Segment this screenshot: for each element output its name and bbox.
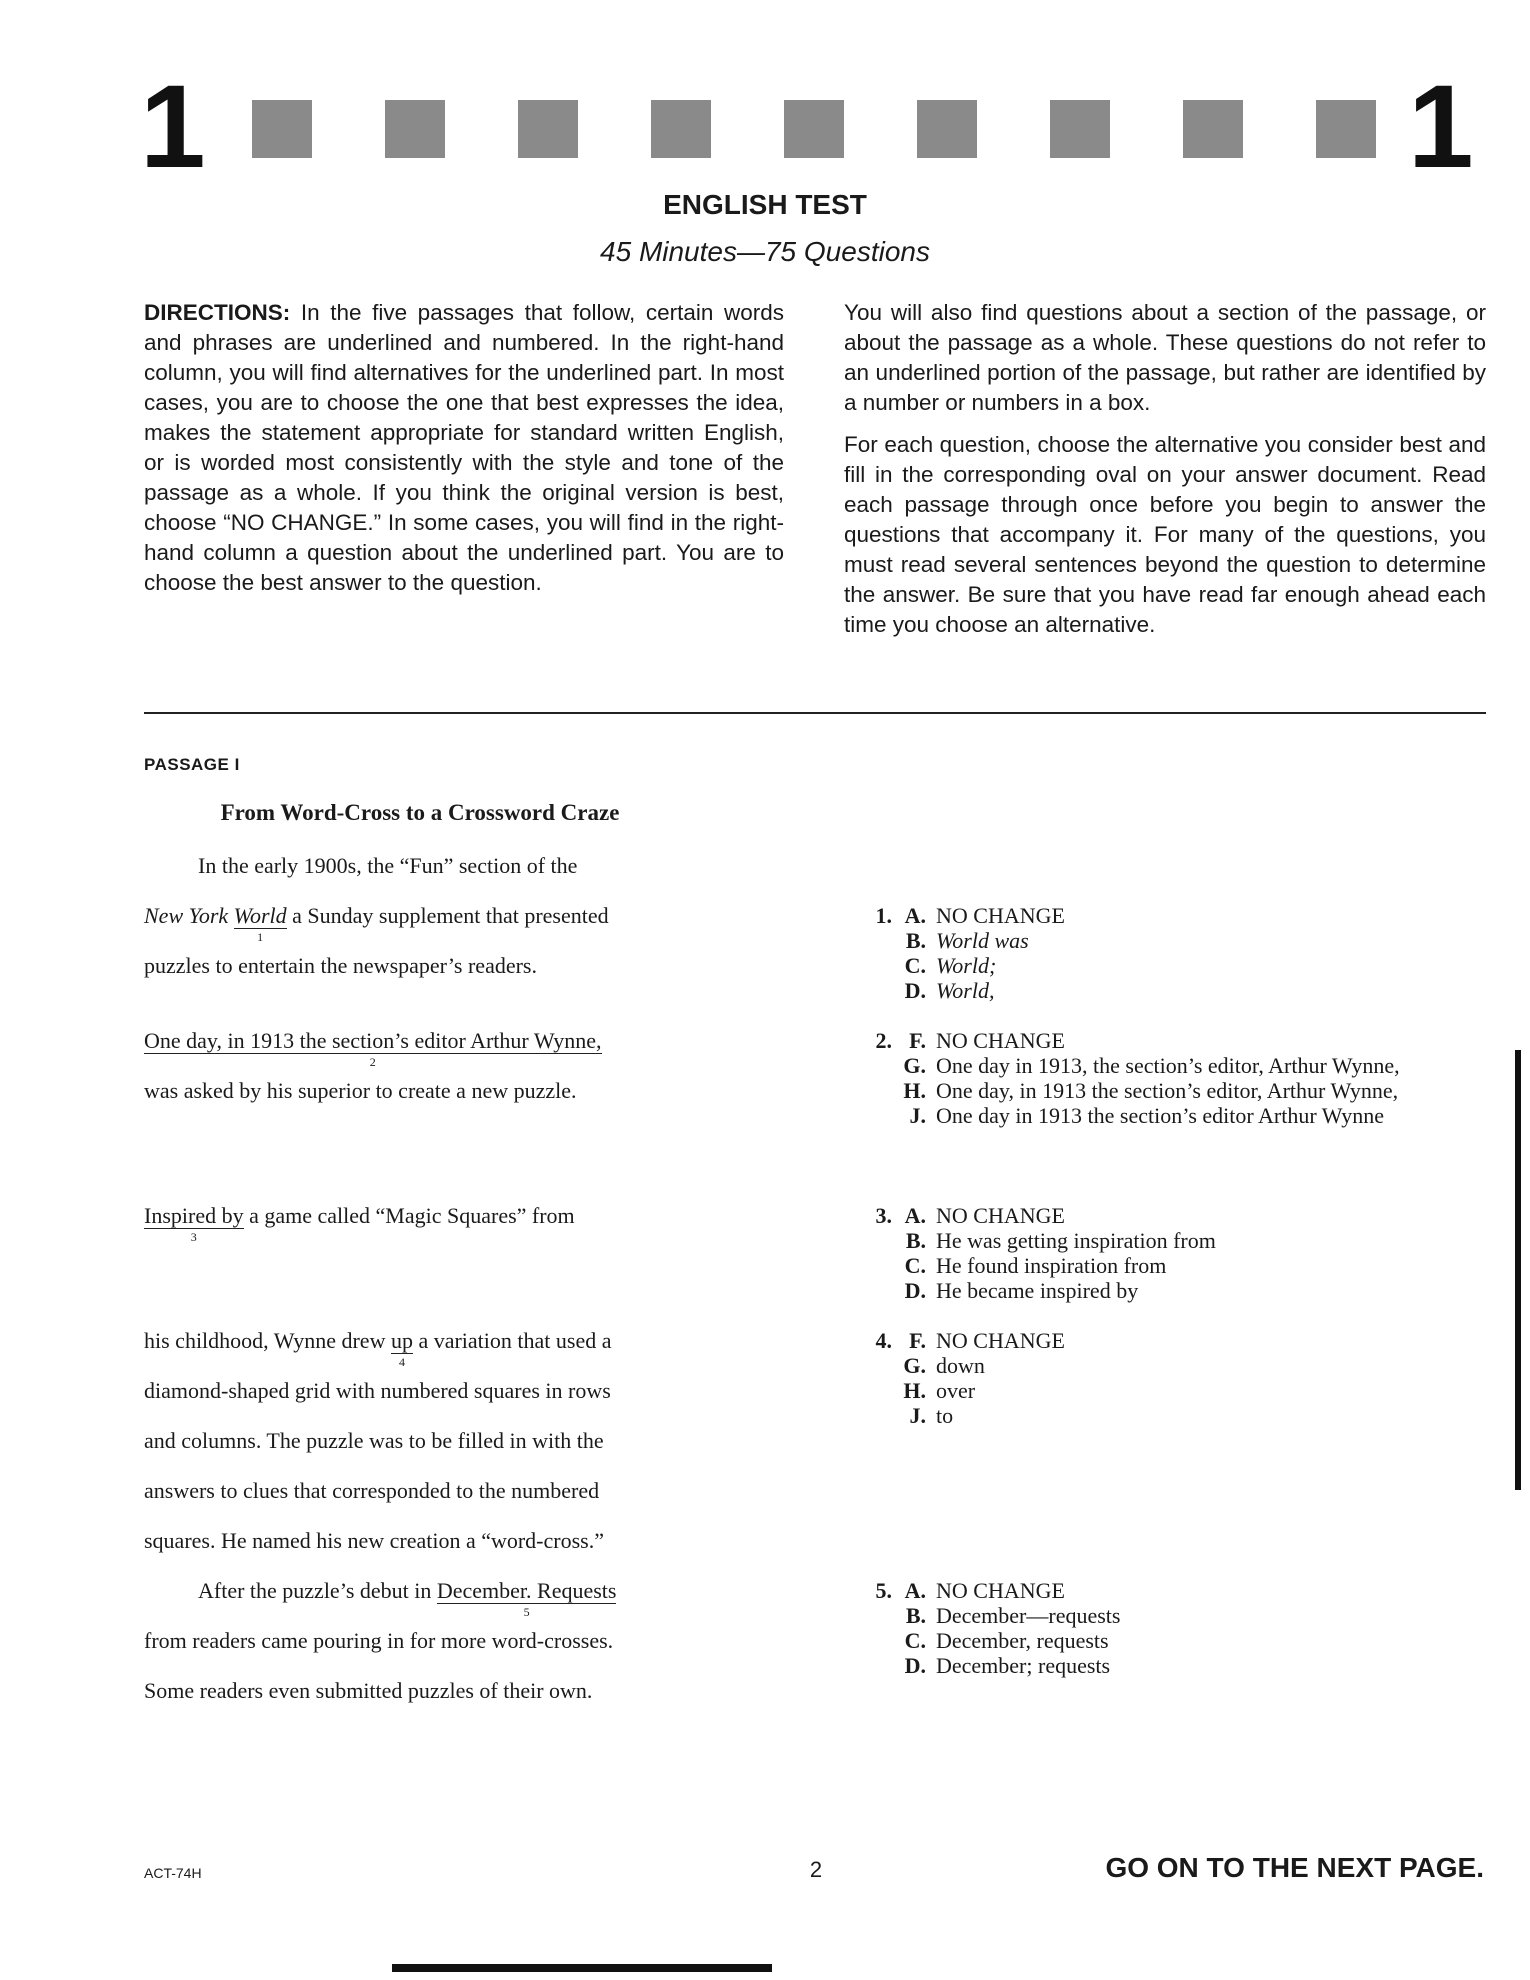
option[interactable]: NO CHANGE xyxy=(936,1578,1065,1603)
header-square xyxy=(1183,100,1243,158)
section-number-right: 1 xyxy=(1408,61,1474,193)
passage-line: Some readers even submitted puzzles of their own. xyxy=(144,1678,593,1703)
option[interactable]: He became inspired by xyxy=(936,1278,1139,1303)
option[interactable]: NO CHANGE xyxy=(936,1328,1065,1353)
question-3: 3. A. NO CHANGE B. He was getting inspiration from C. He found inspiration from D. He became inspired by xyxy=(850,1203,1490,1303)
section-divider xyxy=(144,712,1486,714)
header-square xyxy=(784,100,844,158)
test-title: ENGLISH TEST xyxy=(663,189,867,220)
option[interactable]: down xyxy=(936,1353,985,1378)
directions-left xyxy=(144,298,784,610)
option[interactable]: One day in 1913, the section’s editor, Arthur Wynne, xyxy=(936,1053,1400,1078)
header-square xyxy=(1316,100,1376,158)
section-number-left: 1 xyxy=(140,61,206,193)
directions-left-text: In the five passages that follow, certain words and phrases are underlined and numbered. In the right-hand column, you will find alternatives for the underlined part. In most cases, you are to choose the one that best expresses the idea, makes the statement appropriate for standard written English, or is worded most consistently with the style and tone of the passage as a whole. If you think the original version is best, choose “NO CHANGE.” In some cases, you will find in the right-hand column a question about the underlined part. You are to choose the best answer to the question. xyxy=(144,300,784,595)
option[interactable]: over xyxy=(936,1378,976,1403)
underlined-5: December. Requests 5 xyxy=(436,1578,617,1619)
option[interactable]: He found inspiration from xyxy=(936,1253,1167,1278)
test-subtitle: 45 Minutes—75 Questions xyxy=(600,236,930,267)
passage-line: answers to clues that corresponded to the numbered xyxy=(144,1478,600,1503)
underlined-4: up 4 xyxy=(390,1328,413,1369)
passage-line: squares. He named his new creation a “word-cross.” xyxy=(144,1528,604,1553)
question-4: 4. F. NO CHANGE G. down H. over J. to xyxy=(850,1328,1490,1428)
option[interactable]: One day, in 1913 the section’s editor, Arthur Wynne, xyxy=(936,1078,1399,1103)
form-code: ACT-74H xyxy=(144,1865,202,1881)
option[interactable]: December—requests xyxy=(936,1603,1121,1628)
underlined-3: Inspired by 3 xyxy=(144,1203,244,1244)
passage-line: New York World 1 a Sunday supplement that presented xyxy=(144,903,609,944)
passage-title: From Word-Cross to a Crossword Craze xyxy=(220,800,620,825)
underlined-1: World 1 xyxy=(233,903,287,944)
passage-line: his childhood, Wynne drew up 4 a variation that used a xyxy=(144,1328,612,1369)
option[interactable]: NO CHANGE xyxy=(936,1028,1065,1053)
option[interactable]: NO CHANGE xyxy=(936,903,1065,928)
passage-line: After the puzzle’s debut in December. Requests 5 xyxy=(198,1578,617,1619)
option[interactable]: World; xyxy=(936,953,997,978)
option[interactable]: December, requests xyxy=(936,1628,1109,1653)
page-number: 2 xyxy=(809,1857,823,1882)
header-square xyxy=(651,100,711,158)
scan-bottom-mark xyxy=(392,1964,772,1972)
option[interactable]: December; requests xyxy=(936,1653,1111,1678)
directions-lead: DIRECTIONS: xyxy=(144,300,291,325)
passage-line: diamond-shaped grid with numbered squares in rows xyxy=(144,1378,611,1403)
passage-line: Inspired by 3 a game called “Magic Squares” from xyxy=(144,1203,575,1244)
header-square xyxy=(252,100,312,158)
header-square xyxy=(917,100,977,158)
option[interactable]: He was getting inspiration from xyxy=(936,1228,1216,1253)
passage-line: and columns. The puzzle was to be filled in with the xyxy=(144,1428,604,1453)
scan-edge-mark xyxy=(1515,1050,1521,1490)
passage-line: from readers came pouring in for more word-crosses. xyxy=(144,1628,614,1653)
question-2: 2. F. NO CHANGE G. One day in 1913, the section’s editor, Arthur Wynne, H. One day, in 1913 the section’s editor, Arthur Wynne, J. One day in 1913 the section’s editor Arthur Wynne xyxy=(850,1028,1490,1128)
passage-line xyxy=(144,1028,602,1069)
go-on-notice: GO ON TO THE NEXT PAGE. xyxy=(1105,1852,1484,1883)
option[interactable]: NO CHANGE xyxy=(936,1203,1065,1228)
header-square xyxy=(1050,100,1110,158)
underlined-2: One day, in 1913 the section’s editor Arthur Wynne, 2 xyxy=(144,1028,602,1069)
directions-right xyxy=(844,298,1486,652)
header-square xyxy=(385,100,445,158)
question-5: 5. A. NO CHANGE B. December—requests C. December, requests D. December; requests xyxy=(850,1578,1490,1678)
option[interactable]: to xyxy=(936,1403,954,1428)
passage-line: puzzles to entertain the newspaper’s readers. xyxy=(144,953,537,978)
passage-line: In the early 1900s, the “Fun” section of the xyxy=(198,853,578,878)
italic-text: New York xyxy=(144,903,229,928)
question-1: 1. A. NO CHANGE B. World was C. World; D. World, xyxy=(850,903,1490,1003)
passage-label: PASSAGE I xyxy=(144,755,240,774)
option[interactable]: World was xyxy=(936,928,1029,953)
option[interactable]: One day in 1913 the section’s editor Arthur Wynne xyxy=(936,1103,1384,1128)
header-square xyxy=(518,100,578,158)
directions-right-p1: You will also find questions about a section of the passage, or about the passage as a whole. These questions do not refer to an underlined portion of the passage, but rather are identified by a number or numbers in a box. xyxy=(844,300,1486,415)
directions-right-p2: For each question, choose the alternative you consider best and fill in the corresponding oval on your answer document. Read each passage through once before you begin to answer the questions that accompany it. For many of the questions, you must read several sentences beyond the question to determine the answer. Be sure that you have read far enough ahead each time you choose an alternative. xyxy=(844,432,1486,637)
option[interactable]: World, xyxy=(936,978,995,1003)
passage-line: was asked by his superior to create a new puzzle. xyxy=(144,1078,577,1103)
